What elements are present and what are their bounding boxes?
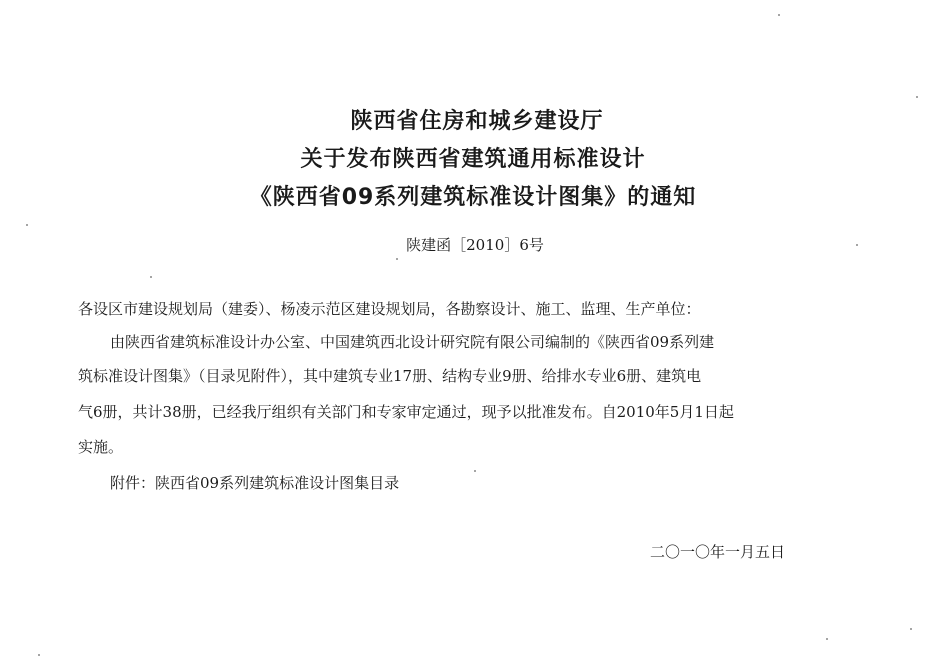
attachment-line: 附件：陕西省09系列建筑标准设计图集目录 <box>110 474 400 492</box>
document-number: 陕建函［2010］6号 <box>406 236 544 254</box>
body-line-1: 由陕西省建筑标准设计办公室、中国建筑西北设计研究院有限公司编制的《陕西省09系列建 <box>110 333 715 351</box>
title-document-name: 《陕西省09系列建筑标准设计图集》的通知 <box>249 185 697 210</box>
title-subject: 关于发布陕西省建筑通用标准设计 <box>300 147 646 172</box>
scan-speck <box>396 258 398 260</box>
scan-speck <box>150 276 152 278</box>
scan-speck <box>474 470 476 472</box>
title-issuer: 陕西省住房和城乡建设厅 <box>350 109 604 134</box>
body-line-4: 实施。 <box>78 438 124 456</box>
scan-speck <box>826 638 828 640</box>
body-line-3: 气6册，共计38册，已经我厅组织有关部门和专家审定通过，现予以批准发布。自2010年5月1日起 <box>78 403 734 421</box>
addressee-line: 各设区市建设规划局（建委）、杨凌示范区建设规划局，各勘察设计、施工、监理、生产单位： <box>78 300 701 318</box>
scan-speck <box>38 654 40 656</box>
issue-date: 二〇一〇年一月五日 <box>650 543 786 561</box>
scan-speck <box>916 96 918 98</box>
scan-speck <box>778 14 780 16</box>
scan-speck <box>856 244 858 246</box>
body-line-2: 筑标准设计图集》（目录见附件），其中建筑专业17册、结构专业9册、给排水专业6册、建筑电 <box>78 367 702 385</box>
scan-speck <box>26 224 28 226</box>
scan-speck <box>910 628 912 630</box>
